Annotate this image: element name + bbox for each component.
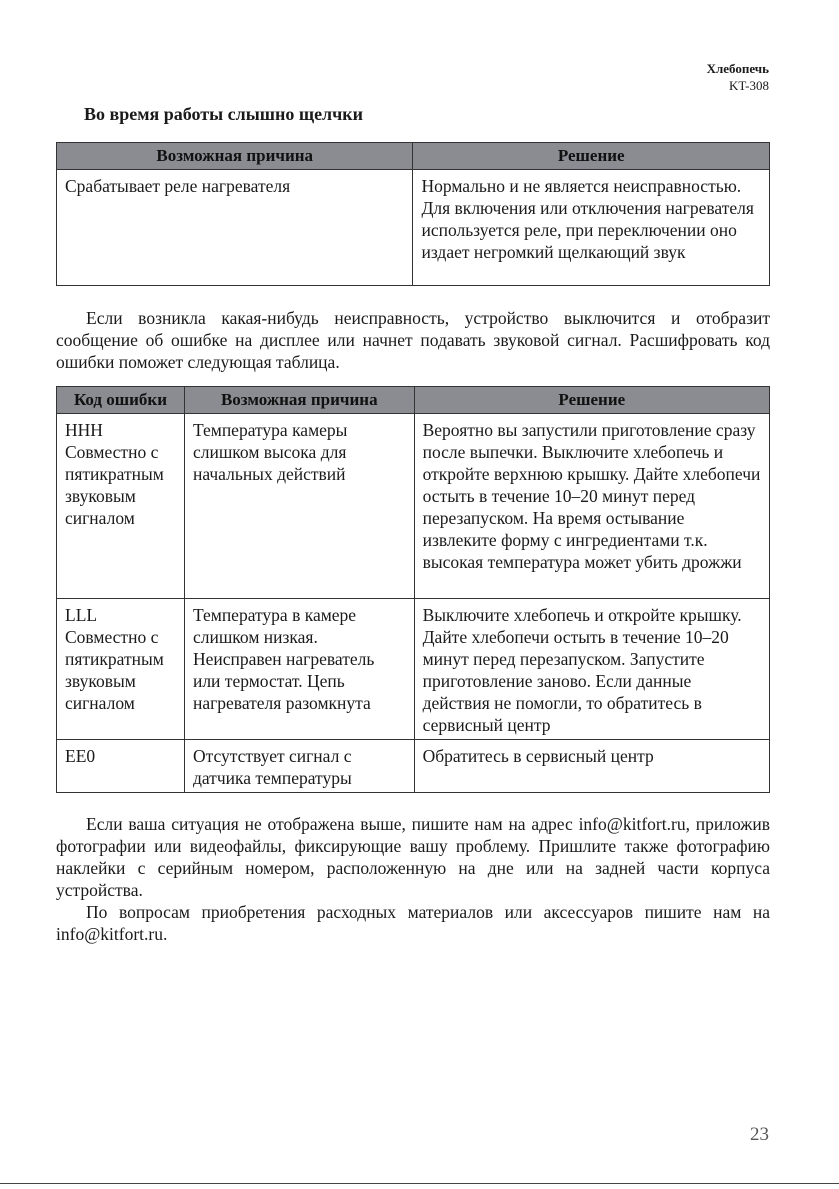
cause-cell: Срабатывает реле нагревателя [57,170,413,286]
solution-cell: Вероятно вы запустили приготовление сразу после выпечки. Выключите хлебопечь и откройте верхнюю крышку. Дайте хлебопечи остыть в течение 10–20 минут перед перезапуском. На время остывание извлеките форму с ингредиентами т.к. высокая температура может убить дрожжи [414,414,769,599]
bottom-divider [0,1183,839,1184]
error-code-cell: LLL Совместно с пятикратным звуковым сигналом [57,599,185,740]
error-code-cell: EE0 [57,740,185,793]
table-header-row [57,387,770,414]
table-row [57,599,770,740]
solution-cell: Обратитесь в сервисный центр [414,740,769,793]
product-name: Хлебопечь [706,61,769,76]
page-number: 23 [750,1124,769,1145]
solution-cell: Нормально и не является неисправностью. Для включения или отключения нагревателя используется реле, при переключении оно издает негромкий щелкающий звук [413,170,770,286]
table-row [57,740,770,793]
column-header-cause: Возможная причина [57,143,413,170]
table-row [57,414,770,599]
page-header [707,60,769,94]
column-header-solution: Решение [414,387,769,414]
column-header-cause: Возможная причина [184,387,414,414]
contact-paragraph: Если ваша ситуация не отображена выше, пишите нам на адрес info@kitfort.ru, приложив фотографии или видеофайлы, фиксирующие вашу проблему. Пришлите также фотографию наклейки с серийным номером, расположенную на дне или на задней части корпуса устройства. [56,814,770,900]
table-row [57,170,770,286]
error-code-cell: HHH Совместно с пятикратным звуковым сигналом [57,414,185,599]
model-number: KT-308 [729,78,769,93]
solution-cell: Выключите хлебопечь и откройте крышку. Дайте хлебопечи остыть в течение 10–20 минут перед перезапуском. Запустите приготовление заново. Если данные действия не помогли, то обратитесь в сервисный центр [414,599,769,740]
cause-cell: Температура камеры слишком высока для начальных действий [184,414,414,599]
section-title: Во время работы слышно щелчки [84,104,364,124]
accessories-paragraph: По вопросам приобретения расходных материалов или аксессуаров пишите нам на info@kitfort.ru. [56,902,770,944]
clicking-troubleshoot-table [56,142,770,286]
column-header-code: Код ошибки [57,387,185,414]
table-header-row [57,143,770,170]
column-header-solution: Решение [413,143,770,170]
cause-cell: Температура в камере слишком низкая. Неисправен нагреватель или термостат. Цепь нагревателя разомкнута [184,599,414,740]
intro-paragraph: Если возникла какая-нибудь неисправность, устройство выключится и отобразит сообщение об ошибке на дисплее или начнет подавать звуковой сигнал. Расшифровать код ошибки поможет следующая таблица. [56,308,770,372]
cause-cell: Отсутствует сигнал с датчика температуры [184,740,414,793]
error-codes-table [56,386,770,793]
